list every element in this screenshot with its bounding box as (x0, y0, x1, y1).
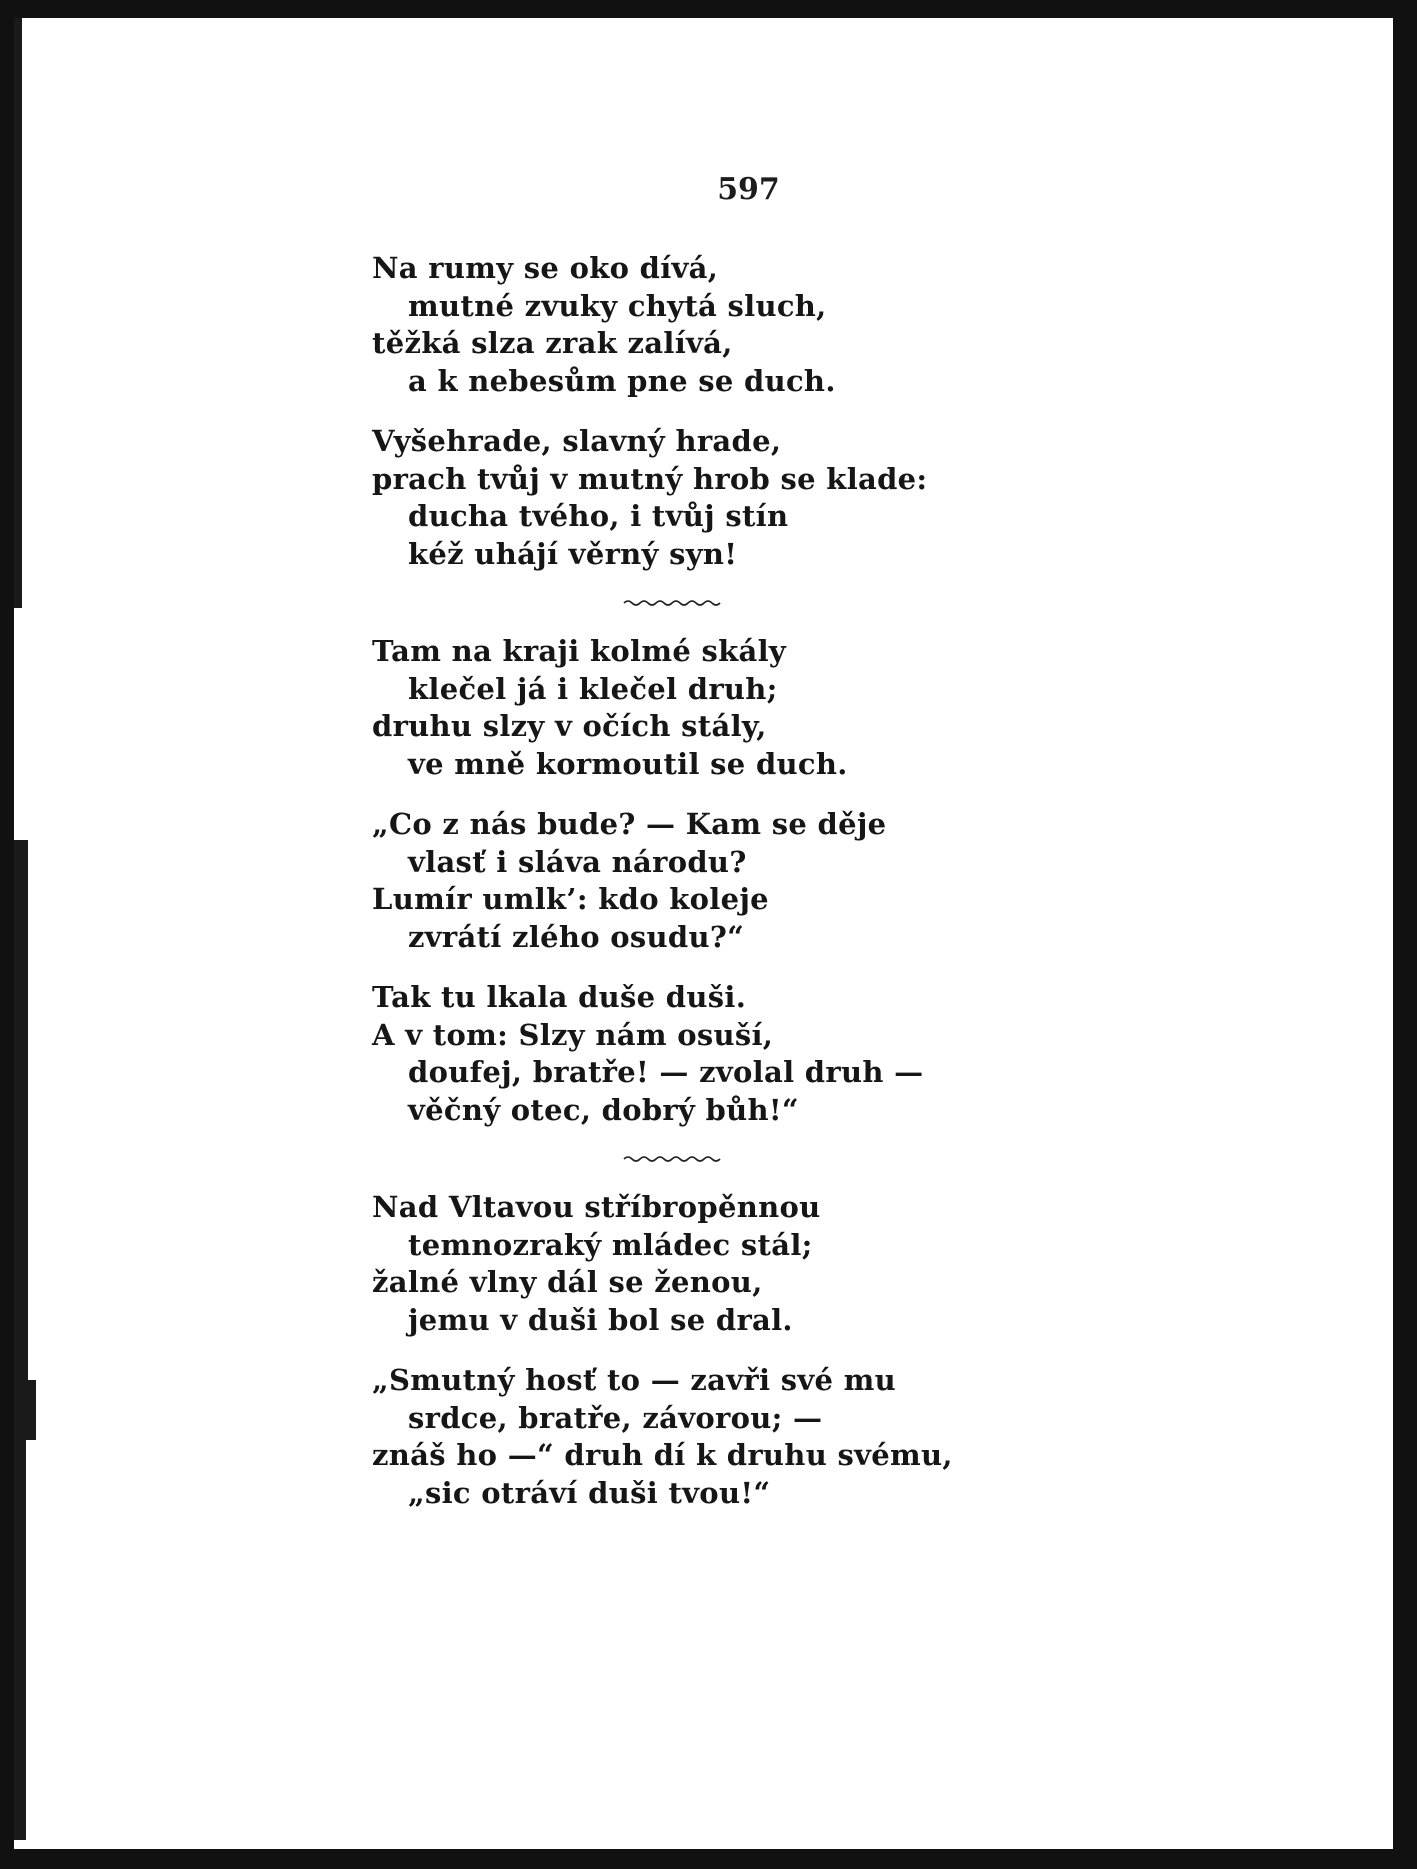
verse-line: klečel já i klečel druh; (408, 671, 778, 706)
book-spine-edge (14, 840, 28, 1380)
verse-line: mutné zvuky chytá sluch, (408, 288, 827, 323)
stanza (372, 633, 992, 783)
scan-border-left (0, 0, 14, 1869)
verse-line: „Smutný hosť to — zavři své mu (372, 1363, 896, 1397)
verse-line: Na rumy se oko dívá, (372, 251, 719, 285)
wavy-line-ornament (622, 1153, 722, 1163)
verse-line: kéž uhájí věrný syn! (408, 536, 738, 571)
verse-line: Vyšehrade, slavný hrade, (372, 424, 782, 458)
verse-line: žalné vlny dál se ženou, (372, 1265, 763, 1299)
verse-line: Tam na kraji kolmé skály (372, 634, 787, 668)
verse-line: jemu v duši bol se dral. (408, 1302, 793, 1337)
verse-line: Nad Vltavou stříbropěnnou (372, 1190, 821, 1224)
poem-body (372, 250, 992, 1512)
verse-line: ducha tvého, i tvůj stín (408, 499, 789, 533)
verse-line: vlasť i sláva národu? (408, 844, 747, 879)
stanza (372, 423, 992, 573)
scan-border-right (1393, 0, 1417, 1869)
stanza (372, 806, 992, 956)
stanza (372, 1362, 992, 1512)
verse-line: A v tom: Slzy nám osuší, (372, 1017, 774, 1052)
verse-line: věčný otec, dobrý bůh!“ (408, 1092, 799, 1127)
book-spine-edge (14, 18, 22, 608)
verse-line: a k nebesům pne se duch. (408, 363, 836, 398)
verse-line: temnozraký mládec stál; (408, 1227, 813, 1262)
wavy-line-ornament (622, 597, 722, 607)
verse-line: „Co z nás bude? — Kam se děje (372, 807, 887, 841)
stanza (372, 250, 992, 400)
verse-line: Tak tu lkala duše duši. (372, 980, 747, 1014)
book-spine-edge (14, 1380, 36, 1440)
page-number: 597 (717, 172, 780, 207)
verse-line: srdce, bratře, závorou; — (408, 1400, 823, 1435)
verse-line: druhu slzy v očích stály, (372, 709, 767, 743)
verse-line: těžká slza zrak zalívá, (372, 326, 733, 360)
verse-line: znáš ho —“ druh dí k druhu svému, (372, 1438, 953, 1472)
verse-line: „sic otráví duši tvou!“ (408, 1475, 771, 1510)
section-divider-ornament (372, 573, 992, 633)
verse-line: prach tvůj v mutný hrob se klade: (372, 461, 928, 496)
book-spine-edge (14, 1440, 26, 1840)
stanza (372, 979, 992, 1129)
verse-line: Lumír umlk’: kdo koleje (372, 882, 769, 916)
verse-line: doufej, bratře! — zvolal druh — (408, 1055, 924, 1089)
verse-line: zvrátí zlého osudu?“ (408, 919, 745, 954)
scan-border-bottom (0, 1849, 1417, 1869)
scan-border-top (0, 0, 1417, 18)
stanza (372, 1189, 992, 1339)
section-divider-ornament (372, 1129, 992, 1189)
verse-line: ve mně kormoutil se duch. (408, 746, 848, 781)
